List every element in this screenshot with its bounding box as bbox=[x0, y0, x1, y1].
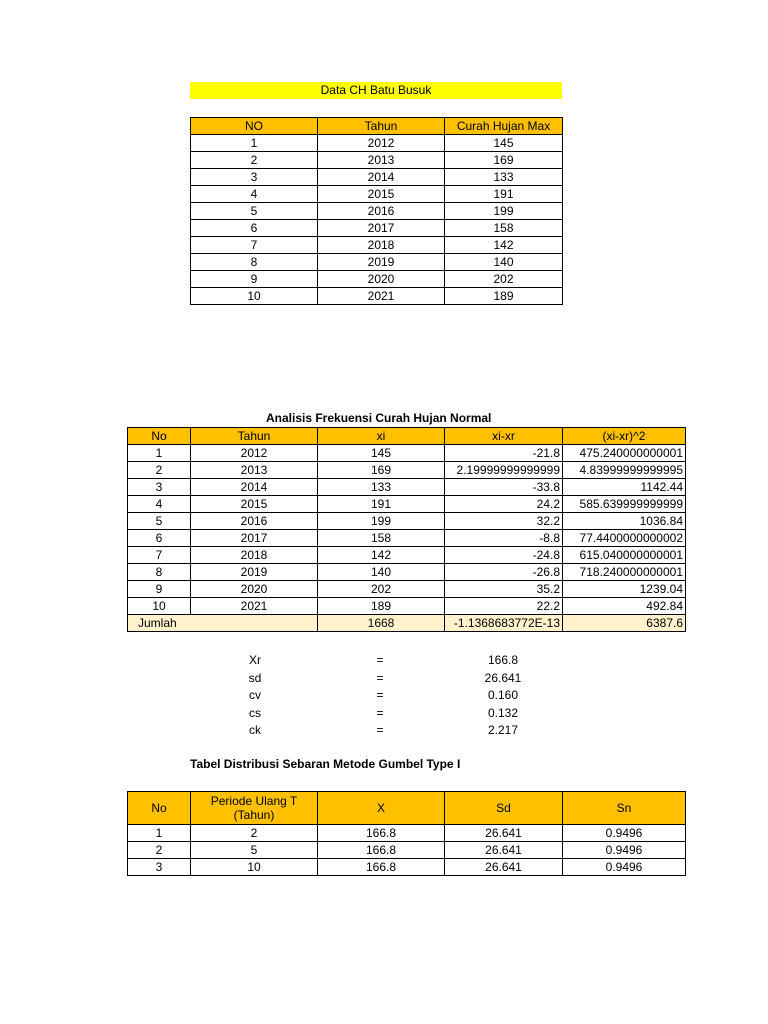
table-cell[interactable]: -26.8 bbox=[445, 564, 563, 581]
stat-value: 26.641 bbox=[484, 670, 522, 685]
stat-value: 2.217 bbox=[487, 723, 519, 737]
table-cell[interactable]: 585.639999999999 bbox=[563, 496, 686, 513]
data-title: Data CH Batu Busuk bbox=[190, 82, 562, 99]
header-cell[interactable]: Sd bbox=[445, 792, 563, 825]
table-cell[interactable]: 2016 bbox=[191, 513, 318, 530]
table-cell[interactable]: 191 bbox=[318, 496, 445, 513]
table-row bbox=[191, 169, 563, 186]
header-cell[interactable]: Tahun bbox=[191, 428, 318, 445]
table-header-row bbox=[191, 118, 563, 135]
table-cell[interactable]: 133 bbox=[445, 169, 563, 186]
table-row bbox=[191, 254, 563, 271]
stat-row bbox=[0, 670, 768, 687]
table-cell[interactable]: 2021 bbox=[191, 598, 318, 615]
table-cell[interactable]: 2014 bbox=[191, 479, 318, 496]
stat-equals: = bbox=[376, 688, 384, 702]
table-cell[interactable]: 199 bbox=[445, 203, 563, 220]
table-row bbox=[128, 581, 686, 598]
table-cell[interactable]: 166.8 bbox=[318, 859, 445, 876]
table-cell[interactable]: 5 bbox=[191, 203, 318, 220]
table-cell[interactable]: 166.8 bbox=[318, 842, 445, 859]
table-cell[interactable]: 1 bbox=[128, 825, 191, 842]
table-cell[interactable]: 718.240000000001 bbox=[563, 564, 686, 581]
table-cell[interactable]: 10 bbox=[128, 598, 191, 615]
table-cell[interactable]: 2 bbox=[191, 152, 318, 169]
table-cell[interactable]: 1142.44 bbox=[563, 479, 686, 496]
header-cell[interactable]: NO bbox=[191, 118, 318, 135]
table-cell[interactable]: 189 bbox=[318, 598, 445, 615]
stat-row bbox=[0, 687, 768, 704]
table-row bbox=[128, 859, 686, 876]
table-cell[interactable]: 9 bbox=[128, 581, 191, 598]
table-row bbox=[128, 462, 686, 479]
table-cell[interactable]: 142 bbox=[318, 547, 445, 564]
table-row bbox=[128, 825, 686, 842]
header-cell[interactable]: xi-xr bbox=[445, 428, 563, 445]
rainfall-table bbox=[190, 117, 563, 305]
table-cell[interactable]: 191 bbox=[445, 186, 563, 203]
table-row bbox=[191, 203, 563, 220]
table-cell[interactable]: 2020 bbox=[318, 271, 445, 288]
table-cell[interactable]: 7 bbox=[191, 237, 318, 254]
stat-equals: = bbox=[376, 705, 384, 720]
table-cell[interactable]: 2018 bbox=[191, 547, 318, 564]
table-row bbox=[128, 547, 686, 564]
stat-row bbox=[0, 722, 768, 739]
table-cell[interactable]: 2016 bbox=[318, 203, 445, 220]
table-cell[interactable]: 1 bbox=[191, 135, 318, 152]
table-cell[interactable]: 2013 bbox=[191, 462, 318, 479]
stat-name: ck bbox=[249, 723, 261, 737]
header-cell[interactable]: Tahun bbox=[318, 118, 445, 135]
table-cell[interactable]: 77.4400000000002 bbox=[563, 530, 686, 547]
table-row bbox=[191, 237, 563, 254]
table-cell[interactable]: 2015 bbox=[191, 496, 318, 513]
total-xi-xr[interactable]: -1.1368683772E-13 bbox=[445, 615, 563, 632]
table-cell[interactable]: 10 bbox=[191, 288, 318, 305]
table-cell[interactable]: 5 bbox=[191, 842, 318, 859]
table-cell[interactable]: 2 bbox=[128, 842, 191, 859]
table-row bbox=[191, 186, 563, 203]
table-cell[interactable]: 3 bbox=[128, 479, 191, 496]
table-cell[interactable]: 2013 bbox=[318, 152, 445, 169]
table-cell[interactable]: 4.83999999999995 bbox=[563, 462, 686, 479]
table-cell[interactable]: -21.8 bbox=[445, 445, 563, 462]
total-row bbox=[128, 615, 686, 632]
stat-equals: = bbox=[376, 653, 384, 667]
table-cell[interactable]: 2019 bbox=[191, 564, 318, 581]
table-cell[interactable]: 35.2 bbox=[445, 581, 563, 598]
stat-value: 0.160 bbox=[487, 688, 519, 702]
table-cell[interactable]: -24.8 bbox=[445, 547, 563, 564]
header-cell[interactable]: No bbox=[128, 792, 191, 825]
table-cell[interactable]: 26.641 bbox=[445, 859, 563, 876]
table-row bbox=[191, 288, 563, 305]
table-cell[interactable]: 32.2 bbox=[445, 513, 563, 530]
table-cell[interactable]: 7 bbox=[128, 547, 191, 564]
table-row bbox=[191, 152, 563, 169]
table-row bbox=[191, 135, 563, 152]
table-cell[interactable]: 2021 bbox=[318, 288, 445, 305]
table-cell[interactable]: 6 bbox=[191, 220, 318, 237]
table-cell[interactable]: 2014 bbox=[318, 169, 445, 186]
table-cell[interactable]: 475.240000000001 bbox=[563, 445, 686, 462]
table-cell[interactable]: 2012 bbox=[318, 135, 445, 152]
gumbel-table bbox=[127, 791, 686, 876]
table-cell[interactable]: 4 bbox=[128, 496, 191, 513]
table-cell[interactable]: 2017 bbox=[191, 530, 318, 547]
table-cell[interactable]: 202 bbox=[318, 581, 445, 598]
table-cell[interactable]: 24.2 bbox=[445, 496, 563, 513]
table-cell[interactable]: 2 bbox=[128, 462, 191, 479]
table-cell[interactable]: 2020 bbox=[191, 581, 318, 598]
table-cell[interactable]: 2 bbox=[191, 825, 318, 842]
stat-value: 166.8 bbox=[487, 653, 519, 667]
stat-value: 0.132 bbox=[487, 705, 519, 720]
table-cell[interactable]: 2015 bbox=[318, 186, 445, 203]
table-row bbox=[128, 513, 686, 530]
table-cell[interactable]: 199 bbox=[318, 513, 445, 530]
header-cell[interactable]: Curah Hujan Max bbox=[445, 118, 563, 135]
table-row bbox=[128, 496, 686, 513]
table-row bbox=[128, 530, 686, 547]
table-cell[interactable]: 0.9496 bbox=[563, 859, 686, 876]
table-cell[interactable]: 2017 bbox=[318, 220, 445, 237]
table-row bbox=[128, 479, 686, 496]
table-cell[interactable]: 10 bbox=[191, 859, 318, 876]
header-cell[interactable]: Periode Ulang T (Tahun) bbox=[191, 792, 318, 825]
table-cell[interactable]: 140 bbox=[445, 254, 563, 271]
stat-row bbox=[0, 705, 768, 722]
stat-row bbox=[0, 652, 768, 669]
header-cell[interactable]: xi bbox=[318, 428, 445, 445]
table-cell[interactable]: 8 bbox=[191, 254, 318, 271]
header-cell[interactable]: (xi-xr)^2 bbox=[563, 428, 686, 445]
table-row bbox=[128, 842, 686, 859]
table-cell[interactable]: 169 bbox=[445, 152, 563, 169]
table-cell[interactable]: 2012 bbox=[191, 445, 318, 462]
stat-name: cv bbox=[249, 688, 261, 702]
table-cell[interactable]: 6 bbox=[128, 530, 191, 547]
table-cell[interactable]: 189 bbox=[445, 288, 563, 305]
table-cell[interactable]: 615.040000000001 bbox=[563, 547, 686, 564]
table-cell[interactable]: 3 bbox=[128, 859, 191, 876]
total-label[interactable]: Jumlah bbox=[128, 615, 318, 632]
total-sq[interactable]: 6387.6 bbox=[563, 615, 686, 632]
table-cell[interactable]: 3 bbox=[191, 169, 318, 186]
table-row bbox=[191, 271, 563, 288]
table-cell[interactable]: 2018 bbox=[318, 237, 445, 254]
table-cell[interactable]: 169 bbox=[318, 462, 445, 479]
table-cell[interactable]: 26.641 bbox=[445, 842, 563, 859]
table-cell[interactable]: 8 bbox=[128, 564, 191, 581]
table-cell[interactable]: 202 bbox=[445, 271, 563, 288]
table-cell[interactable]: 133 bbox=[318, 479, 445, 496]
analysis-table bbox=[127, 427, 686, 632]
table-cell[interactable]: -33.8 bbox=[445, 479, 563, 496]
table-cell[interactable]: 158 bbox=[445, 220, 563, 237]
table-cell[interactable]: 0.9496 bbox=[563, 842, 686, 859]
table-cell[interactable]: -8.8 bbox=[445, 530, 563, 547]
stat-name: sd bbox=[248, 670, 262, 685]
table-header-row bbox=[128, 428, 686, 445]
table-row bbox=[128, 564, 686, 581]
table-cell[interactable]: 1036.84 bbox=[563, 513, 686, 530]
analysis-title: Analisis Frekuensi Curah Hujan Normal bbox=[266, 411, 492, 425]
table-cell[interactable]: 145 bbox=[445, 135, 563, 152]
table-cell[interactable]: 2019 bbox=[318, 254, 445, 271]
table-cell[interactable]: 2.19999999999999 bbox=[445, 462, 563, 479]
total-xi[interactable]: 1668 bbox=[318, 615, 445, 632]
table-cell[interactable]: 166.8 bbox=[318, 825, 445, 842]
table-cell[interactable]: 492.84 bbox=[563, 598, 686, 615]
table-cell[interactable]: 1239.04 bbox=[563, 581, 686, 598]
stat-equals: = bbox=[376, 670, 384, 685]
header-cell[interactable]: No bbox=[128, 428, 191, 445]
header-cell[interactable]: X bbox=[318, 792, 445, 825]
header-cell[interactable]: Sn bbox=[563, 792, 686, 825]
table-cell[interactable]: 26.641 bbox=[445, 825, 563, 842]
stat-equals: = bbox=[376, 723, 384, 737]
table-cell[interactable]: 5 bbox=[128, 513, 191, 530]
table-row bbox=[128, 598, 686, 615]
table-cell[interactable]: 142 bbox=[445, 237, 563, 254]
table-cell[interactable]: 140 bbox=[318, 564, 445, 581]
table-cell[interactable]: 0.9496 bbox=[563, 825, 686, 842]
table-header-row bbox=[128, 792, 686, 825]
table-cell[interactable]: 4 bbox=[191, 186, 318, 203]
table-cell[interactable]: 158 bbox=[318, 530, 445, 547]
stat-name: cs bbox=[249, 705, 261, 720]
table-cell[interactable]: 145 bbox=[318, 445, 445, 462]
table-row bbox=[191, 220, 563, 237]
table-cell[interactable]: 1 bbox=[128, 445, 191, 462]
stat-name: Xr bbox=[249, 653, 261, 667]
table-cell[interactable]: 22.2 bbox=[445, 598, 563, 615]
table-cell[interactable]: 9 bbox=[191, 271, 318, 288]
gumbel-title: Tabel Distribusi Sebaran Metode Gumbel Type I bbox=[190, 757, 461, 771]
table-row bbox=[128, 445, 686, 462]
